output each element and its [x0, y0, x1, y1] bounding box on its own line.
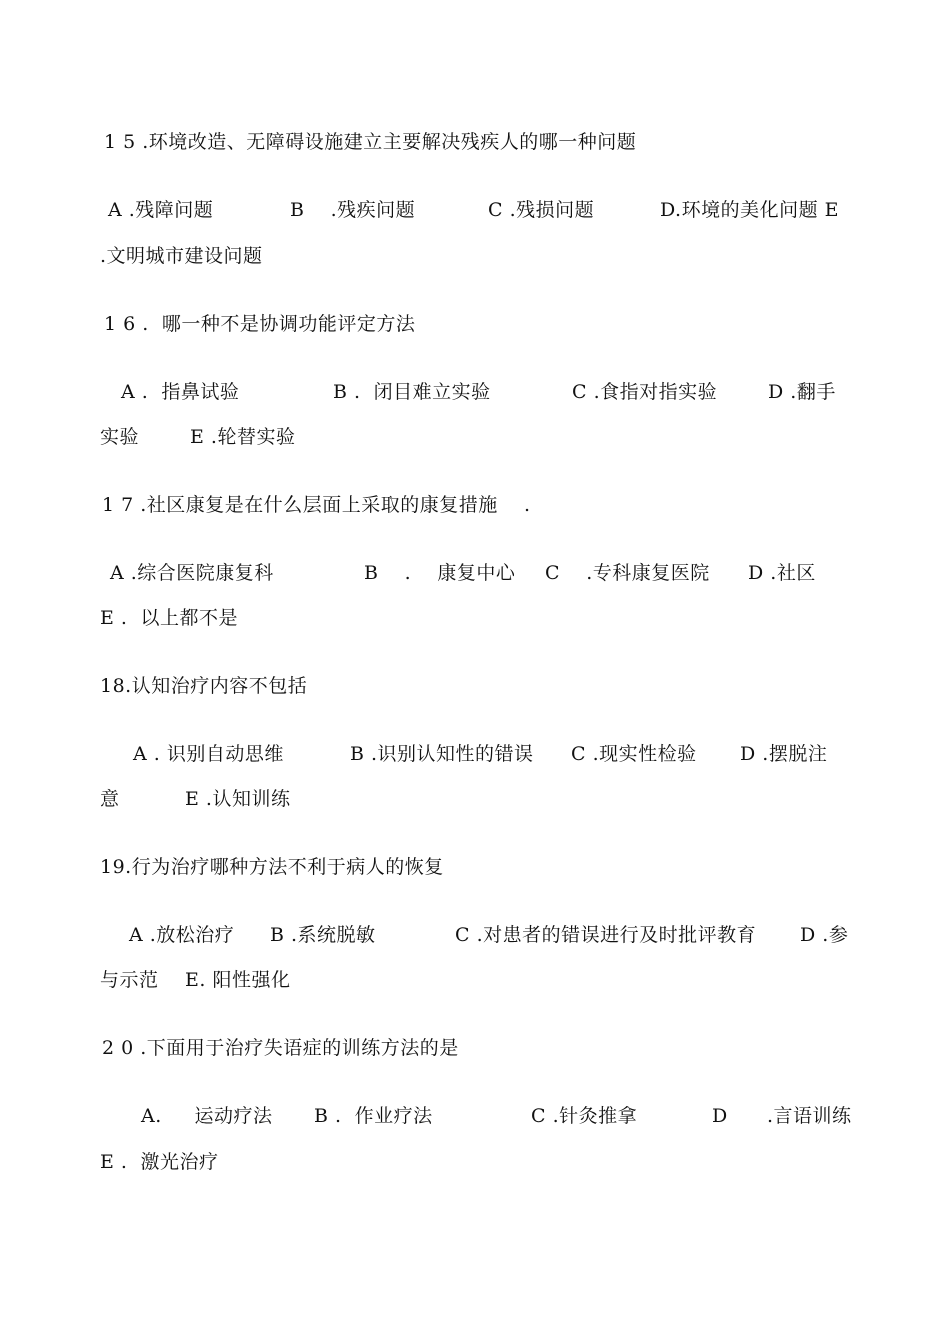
question-19-option-e: E. 阳性强化 [185, 969, 291, 991]
question-19-stem: 19.行为治疗哪种方法不利于病人的恢复 [100, 856, 444, 878]
question-18-stem: 18.认知治疗内容不包括 [100, 675, 308, 697]
question-17-option-d: D .社区 [748, 562, 816, 584]
question-19-option-b: B .系统脱敏 [270, 924, 376, 946]
question-16-option-c: C .食指对指实验 [572, 381, 718, 403]
question-18-option-a: A . 识别自动思维 [133, 743, 284, 765]
question-19-option-d: D .参 [800, 924, 849, 946]
question-16-option-e: E .轮替实验 [190, 426, 296, 448]
question-15-option-c: C .残损问题 [488, 199, 595, 221]
question-18-continuation: 意 [100, 788, 120, 810]
question-15-stem: 1 5 .环境改造、无障碍设施建立主要解决残疾人的哪一种问题 [104, 131, 637, 153]
question-18-option-e: E .认知训练 [185, 788, 291, 810]
question-17-option-a: A .综合医院康复科 [110, 562, 274, 584]
question-20-option-b: B . 作业疗法 [314, 1105, 433, 1127]
question-19-option-a: A .放松治疗 [129, 924, 235, 946]
question-18-option-c: C .现实性检验 [571, 743, 697, 765]
question-19-continuation: 与示范 [100, 969, 159, 991]
question-16-continuation: 实验 [100, 426, 140, 448]
question-17-option-e: E . 以上都不是 [100, 607, 239, 629]
question-16-option-a: A . 指鼻试验 [121, 381, 240, 403]
question-16-option-b: B . 闭目难立实验 [333, 381, 491, 403]
question-17-stem: 1 7 .社区康复是在什么层面上采取的康复措施 . [102, 494, 531, 516]
question-15-continuation: .文明城市建设问题 [100, 245, 263, 267]
question-16-option-d: D .翻手 [768, 381, 836, 403]
question-20-option-e: E . 激光治疗 [100, 1151, 219, 1173]
question-20-option-a: A. 运动疗法 [141, 1105, 273, 1127]
question-17-option-c: C .专科康复医院 [545, 562, 710, 584]
question-15-option-d: D.环境的美化问题 E [660, 199, 840, 221]
question-20-stem: 2 0 .下面用于治疗失语症的训练方法的是 [102, 1037, 459, 1059]
question-15-option-a: A .残障问题 [108, 199, 214, 221]
question-20-option-c: C .针灸推拿 [531, 1105, 638, 1127]
question-20-option-d: D .言语训练 [712, 1105, 852, 1127]
question-16-stem: 1 6 . 哪一种不是协调功能评定方法 [104, 313, 416, 335]
question-18-option-d: D .摆脱注 [740, 743, 828, 765]
question-18-option-b: B .识别认知性的错误 [350, 743, 534, 765]
question-15-option-b: B .残疾问题 [290, 199, 416, 221]
question-17-option-b: B . 康复中心 [364, 562, 516, 584]
question-19-option-c: C .对患者的错误进行及时批评教育 [455, 924, 757, 946]
